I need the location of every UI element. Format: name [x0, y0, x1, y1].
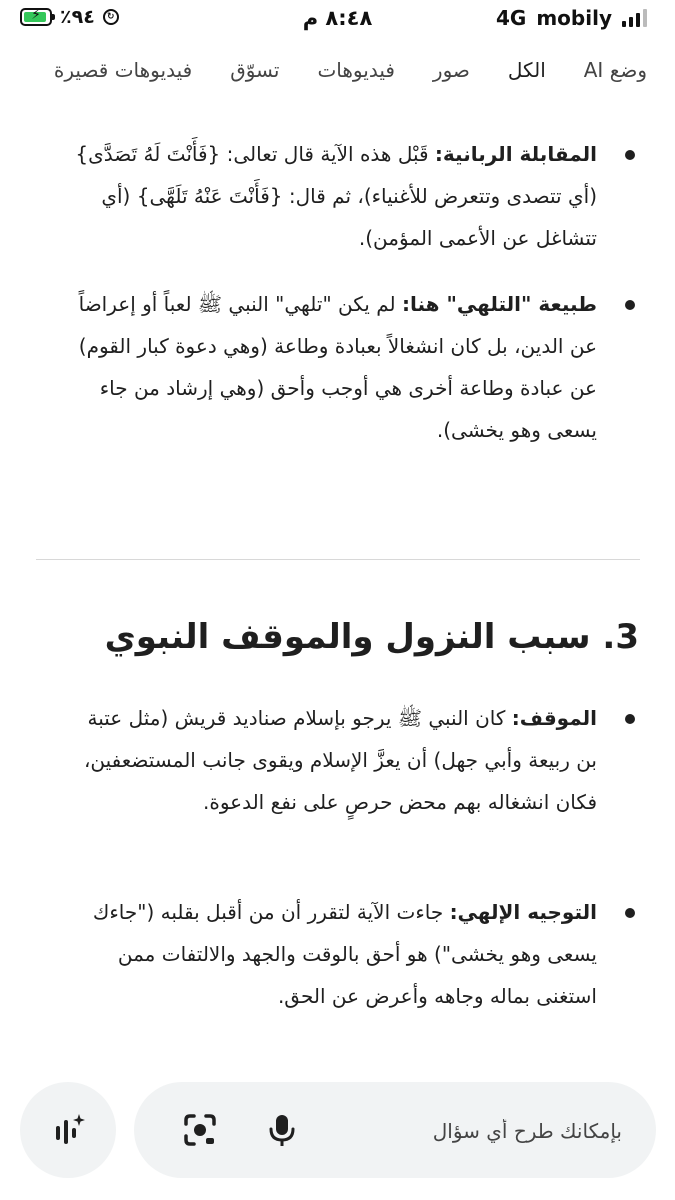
list-item [72, 283, 597, 451]
item-text: جاءت الآية لتقرر أن من أقبل بقلبه ("جاءك يسعى وهو يخشى") هو أحق بالوقت والجهد والالتفات ممن استغنى بماله وجاهه وأعرض عن الحق. [92, 900, 597, 1008]
tab-short-videos[interactable]: فيديوهات قصيرة [53, 58, 193, 82]
tab-shopping[interactable]: تسوّق [230, 58, 280, 82]
search-bar [134, 1082, 656, 1178]
battery-level: ٪٩٤ [60, 6, 95, 28]
status-bar [0, 0, 675, 40]
clock: ٨:٤٨ م [302, 6, 373, 30]
status-left [20, 6, 119, 28]
ai-mode-button[interactable] [20, 1082, 116, 1178]
item-text: لم يكن "تلهي" النبي ﷺ لعباً أو إعراضاً عن الدين، بل كان انشغالاً بعبادة وطاعة (وهي دعوة كبار القوم) عن عبادة وطاعة أخرى هي أوجب وأحق (وهي إرشاد من جاء يسعى وهو يخشى). [78, 292, 597, 442]
tab-videos[interactable]: فيديوهات [317, 58, 395, 82]
item-text: قَبْل هذه الآية قال تعالى: {فَأَنْتَ لَهُ تَصَدَّى} (أي تتصدى وتتعرض للأغنياء)، ثم قال: {فَأَنْتَ عَنْهُ تَلَهَّى} (أي تتشاغل عن الأعمى المؤمن). [75, 142, 597, 250]
battery-icon: ⚡ [20, 8, 52, 26]
item-label: طبيعة "التلهي" هنا: [401, 292, 597, 316]
search-input[interactable] [360, 1112, 624, 1150]
item-text: كان النبي ﷺ يرجو بإسلام صناديد قريش (مثل عتبة بن ربيعة وأبي جهل) أن يعزَّ الإسلام ويقوى جانب المستضعفين، فكان انشغاله بهم محض حرصٍ على نفع الدعوة. [83, 706, 597, 814]
camera-lens-icon[interactable] [180, 1110, 220, 1150]
list-item [72, 697, 597, 823]
item-label: التوجيه الإلهي: [449, 900, 597, 924]
tab-images[interactable]: صور [432, 58, 470, 82]
divider [36, 559, 640, 560]
list-item [72, 133, 597, 259]
microphone-icon[interactable] [262, 1110, 302, 1150]
section-heading: 3. سبب النزول والموقف النبوي [104, 617, 639, 657]
search-tabs [54, 58, 647, 82]
carrier-name: mobily [536, 6, 612, 30]
tab-ai-mode[interactable]: وضع AI [583, 58, 647, 82]
sparkle-bars-icon [48, 1110, 88, 1150]
rotation-lock-icon: ↻ [103, 9, 119, 25]
item-label: الموقف: [511, 706, 597, 730]
item-label: المقابلة الربانية: [434, 142, 597, 166]
tab-all[interactable]: الكل [507, 58, 546, 82]
network-type: 4G [496, 6, 527, 30]
list-item [72, 891, 597, 1017]
